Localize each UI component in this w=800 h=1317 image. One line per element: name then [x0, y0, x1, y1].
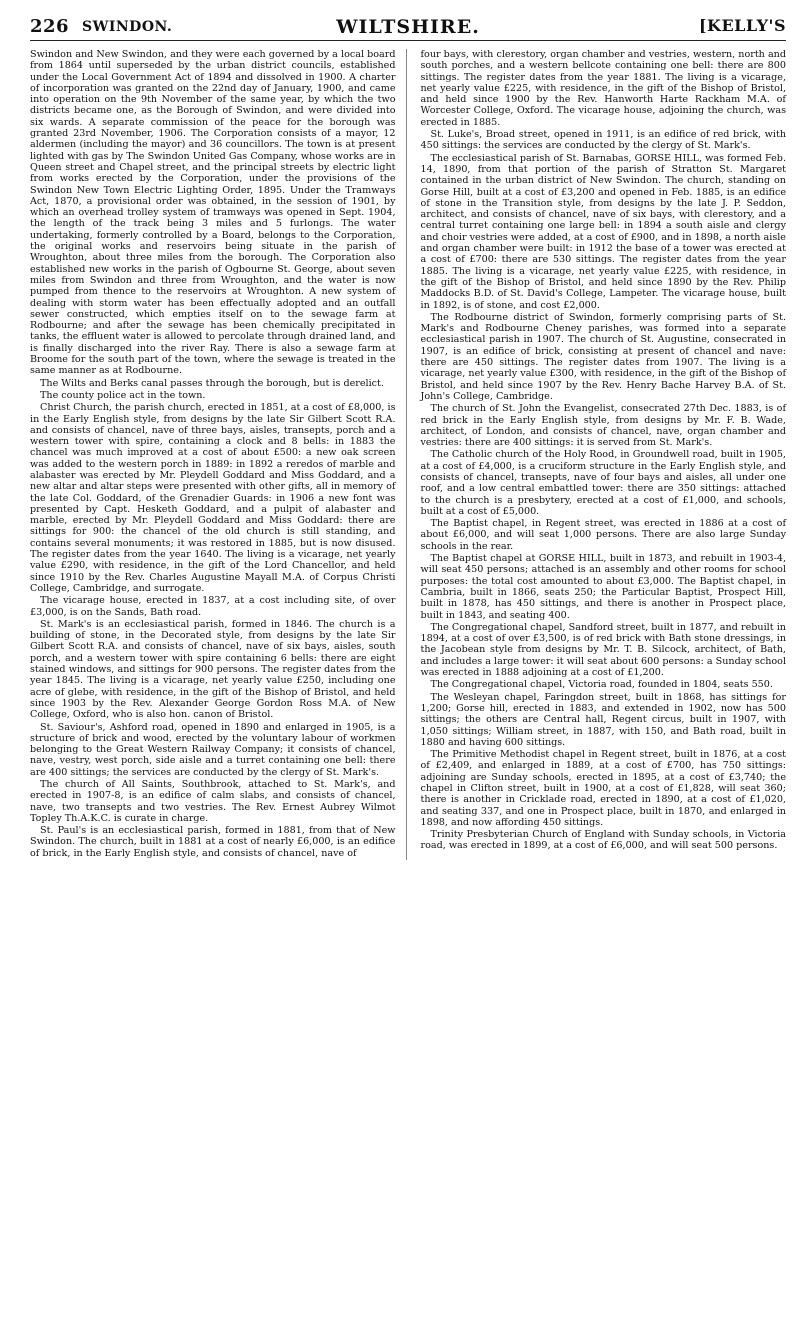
- running-directory: [KELLY'S: [698, 16, 786, 35]
- paragraph: The ecclesiastical parish of St. Barnabas, GORSE HILL, was formed Feb. 14, 1890, from that portion of the parish of Stratton St. Margaret contained in the urban district of New Swindon. The church, standing on Gorse Hill, built at a cost of £3,200 and opened in Feb. 1885, is an edifice of stone in the Transition style, from designs by the late J. P. Seddon, architect, and consists of chancel, nave of six bays, with clerestory, and a central turret containing one large bell: in 1894 a south aisle and clergy and choir vestries were added, at a cost of £900, and in 1898, a north aisle and organ chamber were built: in 1912 the base of a tower was erected at a cost of £700: there are 530 sittings. The register dates from the year 1885. The living is a vicarage, net yearly value £225, with residence, in the gift of the Bishop of Bristol, and held since 1890 by the Rev. Philip Maddocks B.D. of St. David's College, Lampeter. The vicarage house, built in 1892, is of stone, and cost £2,000.: [420, 152, 786, 311]
- left-column: [30, 49, 407, 860]
- paragraph: Trinity Presbyterian Church of England with Sunday schools, in Victoria road, was erected in 1899, at a cost of £6,000, and will seat 500 persons.: [420, 829, 786, 852]
- page-header: [30, 14, 786, 41]
- page-number: 226: [30, 16, 70, 37]
- paragraph: The vicarage house, erected in 1837, at a cost including site, of over £3,000, is on the Sands, Bath road.: [30, 595, 396, 618]
- paragraph: The Rodbourne district of Swindon, formerly comprising parts of St. Mark's and Rodbourne Cheney parishes, was formed into a separate ecclesiastical parish in 1907. The church of St. Augustine, consecrated in 1907, is an edifice of brick, consisting at present of chancel and nave: there are 450 sittings. The register dates from 1907. The living is a vicarage, net yearly value £300, with residence, in the gift of the Bishop of Bristol, and held since 1907 by the Rev. Henry Bache Harvey B.A. of St. John's College, Cambridge.: [420, 311, 786, 402]
- running-county: WILTSHIRE.: [336, 16, 480, 38]
- paragraph: St. Paul's is an ecclesiastical parish, formed in 1881, from that of New Swindon. The church, built in 1881 at a cost of nearly £6,000, is an edifice of brick, in the Early English style, and consists of chancel, nave of: [30, 825, 396, 859]
- paragraph: The county police act in the town.: [40, 389, 206, 401]
- paragraph: The Primitive Methodist chapel in Regent street, built in 1876, at a cost of £2,409, and enlarged in 1889, at a cost of £700, has 750 sittings: adjoining are Sunday schools, erected in 1895, at a cost of £3,740; the chapel in Clifton street, built in 1900, at a cost of £1,828, will seat 360; there is another in Cricklade road, erected in 1890, at a cost of £1,020, and seating 337, and one in Prospect place, built in 1870, and enlarged in 1898, and now affording 450 sittings.: [420, 749, 786, 828]
- paragraph: The Baptist chapel, in Regent street, was erected in 1886 at a cost of about £6,000, and will seat 1,000 persons. There are also large Sunday schools in the rear.: [420, 518, 786, 552]
- paragraph: The Baptist chapel at GORSE HILL, built in 1873, and rebuilt in 1903-4, will seat 450 persons; attached is an assembly and other rooms for school purposes: the total cost amounted to about £3,000. The Baptist chapel, in Cambria, built in 1866, seats 250; the Particular Baptist, Prospect Hill, built in 1878, has 450 sittings, and there is another in Prospect place, built in 1843, and seating 400.: [420, 553, 786, 621]
- paragraph: The church of All Saints, Southbrook, attached to St. Mark's, and erected in 1907-8, is an edifice of calm slabs, and consists of chancel, nave, two transepts and two vestries. The Rev. Ernest Aubrey Wilmot Topley Th.A.K.C. is curate in charge.: [30, 779, 396, 824]
- paragraph: St. Mark's is an ecclesiastical parish, formed in 1846. The church is a building of stone, in the Decorated style, from designs by the late Sir Gilbert Scott R.A. and consists of chancel, nave of six bays, aisles, south porch, and a western tower with spire containing 6 bells: there are eight stained windows, and sittings for 900 persons. The register dates from the year 1845. The living is a vicarage, net yearly value £250, including one acre of glebe, with residence, in the gift of the Bishop of Bristol, and held since 1903 by the Rev. Alexander George Gordon Ross M.A. of New College, Oxford, who is also hon. canon of Bristol.: [30, 618, 396, 721]
- paragraph: St. Saviour's, Ashford road, opened in 1890 and enlarged in 1905, is a structure of brick and wood, erected by the voluntary labour of workmen belonging to the Great Western Railway Company; it consists of chancel, nave, vestry, west porch, side aisle and a turret containing one bell: there are 400 sittings; the services are conducted by the clergy of St. Mark's.: [30, 721, 396, 778]
- paragraph: The Congregational chapel, Victoria road, founded in 1804, seats 550.: [430, 679, 773, 691]
- paragraph: St. Luke's, Broad street, opened in 1911, is an edifice of red brick, with 450 sittings: the services are conducted by the clergy of St. Mark's.: [420, 129, 786, 152]
- paragraph: four bays, with clerestory, organ chamber and vestries, western, north and south porches, and a western bellcote containing one bell: there are 800 sittings. The register dates from the year 1881. The living is a vicarage, net yearly value £225, with residence, in the gift of the Bishop of Bristol, and held since 1900 by the Rev. Hanworth Harte Rackham M.A. of Worcester College, Oxford. The vicarage house, adjoining the church, was erected in 1885.: [420, 49, 786, 128]
- paragraph: The Wesleyan chapel, Faringdon street, built in 1868, has sittings for 1,200; Gorse hill, erected in 1883, and extended in 1902, now has 500 sittings; the others are Central hall, Regent circus, built in 1907, with 1,050 sittings; William street, in 1887, with 150, and Bath road, built in 1880 and having 600 sittings.: [420, 691, 786, 748]
- paragraph: The church of St. John the Evangelist, consecrated 27th Dec. 1883, is of red brick in the Early English style, from designs by Mr. F. B. Wade, architect, of London, and consists of chancel, nave, organ chamber and vestries: there are 400 sittings: it is served from St. Mark's.: [420, 403, 786, 449]
- text-columns: [30, 49, 786, 860]
- paragraph: The Wilts and Berks canal passes through the borough, but is derelict.: [40, 377, 384, 389]
- paragraph: The Catholic church of the Holy Rood, in Groundwell road, built in 1905, at a cost of £4,000, is a cruciform structure in the Early English style, and consists of chancel, transepts, nave of four bays and aisles, all under one roof, and a low central embattled tower: there are 350 sittings: attached to the church is a presbytery, erected at a cost of £1,000, and schools, built at a cost of £5,000.: [420, 449, 786, 517]
- right-column: [421, 49, 787, 860]
- running-place: SWINDON.: [82, 19, 173, 35]
- paragraph: Swindon and New Swindon, and they were each governed by a local board from 1864 until superseded by the urban district councils, established under the Local Government Act of 1894 and dissolved in 1900. A charter of incorporation was granted on the 22nd day of January, 1900, and came into operation on the 9th November of the same year, by which the two districts became one, as the Borough of Swindon, and were divided into six wards. A separate commission of the peace for the borough was granted 23rd November, 1906. The Corporation consists of a mayor, 12 aldermen (including the mayor) and 36 councillors. The town is at present lighted with gas by The Swindon United Gas Company, whose works are in Queen street and Chapel street, and the principal streets by electric light from works erected by the Corporation, under the provisions of the Swindon New Town Electric Lighting Order, 1895. Under the Tramways Act, 1870, a provisional order was obtained, in the session of 1901, by which an overhead trolley system of tramways was opened in Sept. 1904, the length of the track being 3 miles and 5 furlongs. The water undertaking, formerly controlled by a Board, belongs to the Corporation, the original works and reservoirs being situate in the parish of Wroughton, about three miles from the borough. The Corporation also established new works in the parish of Ogbourne St. George, about seven miles from Swindon and three from Wroughton, and the water is now pumped from thence to the reservoirs at Wroughton. A new system of dealing with storm water has been effectually adopted and an outfall sewer constructed, which empties itself on to the sewage farm at Rodbourne; and after the sewage has been chemically precipitated in tanks, the effluent water is allowed to percolate through drained land, and is finally discharged into the river Ray. There is also a sewage farm at Broome for the south part of the town, where the sewage is treated in the same manner as at Rodbourne.: [30, 49, 396, 377]
- paragraph: The Congregational chapel, Sandford street, built in 1877, and rebuilt in 1894, at a cost of over £3,500, is of red brick with Bath stone dressings, in the Jacobean style from designs by Mr. T. B. Silcock, architect, of Bath, and includes a large tower: it will seat about 600 persons: a Sunday school was erected in 1888 adjoining at a cost of £1,200.: [420, 621, 787, 679]
- paragraph: Christ Church, the parish church, erected in 1851, at a cost of £8,000, is in the Early English style, from designs by the late Sir Gilbert Scott R.A. and consists of chancel, nave of three bays, aisles, transepts, porch and a western tower with spire, containing a clock and 8 bells: in 1883 the chancel was much improved at a cost of about £500: a new oak screen was added to the western porch in 1889: in 1892 a reredos of marble and alabaster was erected by Mr. Pleydell Goddard and Miss Goddard, and a new altar and altar steps were presented with other gifts, all in memory of the late Col. Goddard, of the Grenadier Guards: in 1906 a new font was presented by Capt. Hesketh Goddard, and a pulpit of alabaster and marble, erected by Mr. Pleydell Goddard and Miss Goddard: there are sittings for 900: the chancel of the old church is still standing, and contains several monuments; it was restored in 1885, but is now disused. The register dates from the year 1640. The living is a vicarage, net yearly value £290, with residence, in the gift of the Lord Chancellor, and held since 1910 by the Rev. Charles Augustine Mayall M.A. of Corpus Christi College, Cambridge, and surrogate.: [30, 402, 396, 594]
